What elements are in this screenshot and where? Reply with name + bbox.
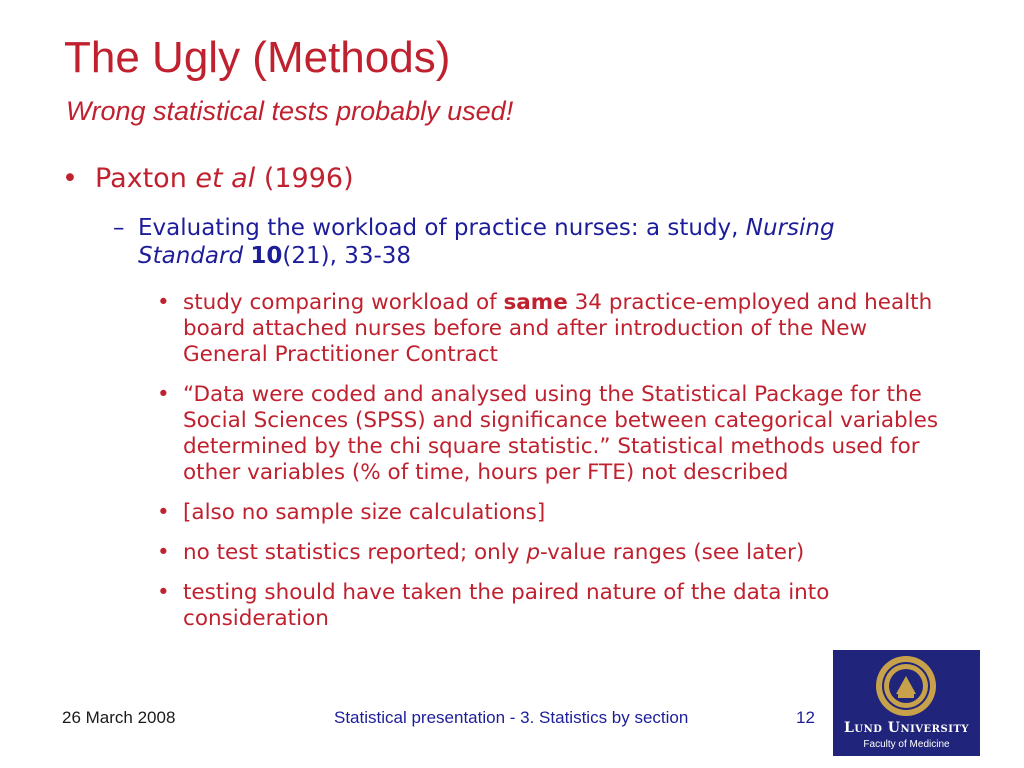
reference-text — [138, 214, 913, 270]
sub-bullet-5: • testing should have taken the paired nature of the data into consideration — [157, 580, 830, 631]
footer-date: 26 March 2008 — [62, 708, 176, 727]
dash-marker: – — [113, 215, 125, 241]
issue-pages: (21), 33-38 — [282, 243, 412, 269]
sub-bullet-2: • “Data were coded and analysed using the Statistical Package for the Social Sciences (SPSS) and significance between categorical variables determined by the chi square statistic.” Statistical methods used for other variables (% of time, hours per FTE) not described — [157, 382, 939, 485]
sub-bullet-4: • no test statistics reported; only p-value ranges (see later) — [157, 540, 805, 565]
p-italic: p — [526, 540, 540, 565]
bullet-marker: • — [157, 580, 170, 605]
author: Paxton — [95, 163, 196, 194]
footer-title: Statistical presentation - 3. Statistics by section — [334, 708, 689, 727]
bullet-marker: • — [157, 290, 170, 315]
logo-subtitle: Faculty of Medicine — [863, 739, 950, 750]
bullet-marker: • — [62, 163, 78, 194]
volume: 10 — [250, 243, 283, 269]
logo-name: Lund University — [844, 720, 969, 736]
bullet-marker: • — [157, 500, 170, 525]
year: (1996) — [255, 163, 354, 194]
university-logo — [833, 650, 980, 756]
reference-title: Evaluating the workload of practice nurses: a study, — [138, 215, 746, 241]
sub-bullet-3: • [also no sample size calculations] — [157, 500, 546, 525]
journal-name: Nursing Standard — [138, 215, 835, 269]
sub-bullet-1: • study comparing workload of same 34 practice-employed and health board attached nurses before and after introduction of the New General Practitioner Contract — [157, 290, 933, 367]
slide-title: The Ugly (Methods) — [64, 33, 451, 82]
emphasis-same: same — [503, 290, 568, 315]
page-number: 12 — [796, 708, 815, 727]
bullet-paxton — [62, 163, 354, 195]
et-al: et al — [195, 163, 256, 194]
slide-subtitle: Wrong statistical tests probably used! — [66, 96, 514, 126]
sub-bullet-list — [157, 290, 957, 646]
bullet-marker: • — [157, 382, 170, 407]
reference-item — [113, 214, 913, 270]
bullet-marker: • — [157, 540, 170, 565]
university-seal-icon — [874, 654, 938, 718]
bullet-paxton-text — [95, 163, 354, 195]
